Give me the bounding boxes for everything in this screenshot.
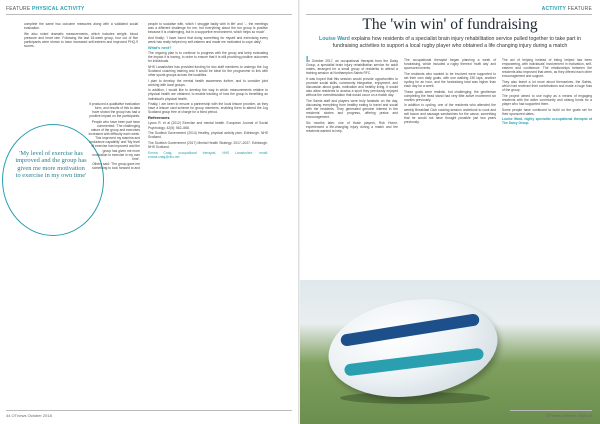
- paragraph: Some people have continued to build on the goals set for their sponsored dates.: [502, 107, 592, 116]
- paragraph: Finally, I am keen to ensure a partnership with the local leisure provider, as they have a leisure card scheme for group members, enabling them to attend the Jog Scotland group free of charge for a fixed period.: [148, 102, 268, 115]
- paragraph: The act of helping instead of being helped has been empowering, with individuals' involvement in motivation, self-esteem and confidence. The relationships between the residents also improved that week, as they offered each other encouragement and support.: [502, 58, 592, 79]
- paragraph: We also noted dramatic measurements, which includes weight, blood pressure and heart rate. Following the last 16-week group, four out of five participants were shown to have increased self-esteem and improved PHQ-9 scores.: [24, 31, 138, 48]
- left-column-1-wrap: [88, 102, 140, 172]
- left-page-header: [6, 6, 292, 15]
- paragraph: The project aimed to use rugby as a means of engaging residents with the wider community and raising funds for a player who had supported them.: [502, 93, 592, 106]
- paragraph: The ongoing plan is to continue to progress with the group and keep evaluating the impact it is having, in order to ensure that it is still providing positive outcomes for individuals.: [148, 51, 268, 64]
- drop-cap: I: [306, 55, 309, 64]
- paragraph: complete the same two outcome measures along with a validated social evaluation.: [24, 22, 138, 31]
- reference: The Scottish Government (2014) Healthy, physical activity plan. Edinburgh. NHS Scotland.: [148, 131, 268, 140]
- paragraph: They also learnt a lot more about themselves, the Saints, which had received their contributions and made a huge fuss of the group.: [502, 79, 592, 93]
- paragraph: It was hoped that this session would provide opportunities to promote social skills, community integration, enjoyment, and discussion about goals, motivation and healthy living. It would also allow residents to access a sport they previously enjoyed without the overstimulation that would occur on a match day.: [306, 76, 398, 98]
- left-page-footer: 44 OTnews October 2018: [6, 413, 52, 418]
- left-page: [0, 0, 298, 424]
- paragraph: People who have been part have commented: 'The challenging nature of the group and exercises increased with difficulty each week. This improved my stamina and endurance capability' and 'My level of exercise has improved and the group has given me more motivation to exercise in my own time'.: [88, 119, 140, 161]
- right-column-3: [502, 58, 592, 127]
- paragraph: The residents who wanted to be involved were supported to set their own daily goals, with one walking 150 laps, another cycling for an hour, and the fundraising total was higher than each day for a week.: [404, 71, 496, 89]
- right-column-1: [306, 55, 398, 135]
- paragraph: These goals were realistic, but challenging; the gentleman completing the head stand had very little active movement six months previously.: [404, 89, 496, 102]
- standfirst: [316, 36, 584, 49]
- paragraph: Others said: 'The group gave me something to look forward to and: [92, 162, 140, 171]
- paragraph: NHS Lanarkshire has provided funding for two staff members to undergo the Jog Scotland coaching training and it would be ideal for the programme to link with other sports groups across the localities.: [148, 64, 268, 78]
- right-page: [300, 0, 600, 424]
- pull-quote: 'My level of exercise has improved and the group has given me more motivation to exercise in my own time': [15, 150, 87, 180]
- paragraph: n October 2017, an occupational therapist from the Daisy Group, a specialist brain injury rehabilitation service for adult males, arranged for a small group of residents to attend a training session at Northampton Saints RFC.: [306, 59, 398, 76]
- paragraph: In addition, I would like to develop the way in which measurements relative to physical health are obtained, to enable tracking of how the group is benefiting an individual's physical health.: [148, 88, 268, 101]
- right-header-section: ACTIVITY: [541, 6, 567, 12]
- paragraph: I plan to develop the mental health awareness further, and to consider joint working with local groups.: [148, 78, 268, 87]
- left-column-1: [24, 22, 138, 50]
- subhead-whats-next: What's next?: [148, 45, 172, 50]
- right-page-footer: OTnews October 2018 45: [546, 413, 592, 418]
- author-credit: Louise Ward, highly specialist occupational therapist at The Daisy Group.: [502, 117, 592, 126]
- references-title: References: [148, 115, 170, 121]
- paragraph: The Saints staff and players were truly fantastic on the day, discussing everything from healthy eating to travel and social with the residents. They generated genuine interest in the residents' stories and progress, offering praise and encouragement.: [306, 98, 398, 120]
- article-title: The 'win win' of fundraising: [362, 16, 538, 33]
- reference: The Scottish Government (2017) Mental Health Strategy: 2017–2027. Edinburgh. NHS Scotland.: [148, 140, 268, 149]
- left-header-section: FEATURE: [6, 6, 31, 12]
- left-header-topic: PHYSICAL ACTIVITY: [31, 6, 85, 12]
- standfirst-text: explains how residents of a specialist brain injury rehabilitation service pulled together to take part in fundraising activities to support a local rugby player who obtained a life changing injury during a match: [332, 36, 581, 49]
- left-column-2: [148, 22, 268, 160]
- author-credit: Emma Craig, occupational therapist, NHS Lanarkshire. email: emma.craig@nhs.net: [148, 150, 268, 159]
- paragraph: In addition to cycling, one of the residents who attended the weekly Breakfast Club cooking session undertook to cook and sell bacon and sausage sandwiches for the cause, something that he would not have thought possible just two years previously.: [404, 103, 496, 124]
- paragraph: And finally: 'I have found that doing something for myself and exercising every week has really helped my self-esteem and made me motivated to cope daily'.: [148, 35, 268, 44]
- paragraph: people to socialise with, which I struggle badly with in life' and '... the meetings was a different challenge for me, but everything about the fun group is positive because it is challenging, but in a supportive environment, which helps so much'.: [148, 22, 268, 35]
- right-header-topic: FEATURE: [567, 6, 592, 12]
- standfirst-author: Louise Ward: [319, 36, 350, 42]
- paragraph: Six months later, one of those players, Rob Horne, experienced a life-changing injury during a match and the residents wanted to help.: [306, 120, 398, 133]
- paragraph: The occupational therapist began planning a week of fundraising, which included a rugby themed 'mufti day' and sponsored events.: [404, 58, 496, 71]
- right-column-2: [404, 58, 496, 125]
- reference: Lyons R. et al (2012) Exercise and mental health. European Journal of Social Psychology. 42(5): 562–568.: [148, 121, 268, 130]
- right-page-header: [306, 6, 592, 15]
- paragraph: It produced a qualitative evaluation form, and results of this to data have shown the group has had a positive impact on the participants.: [89, 102, 140, 119]
